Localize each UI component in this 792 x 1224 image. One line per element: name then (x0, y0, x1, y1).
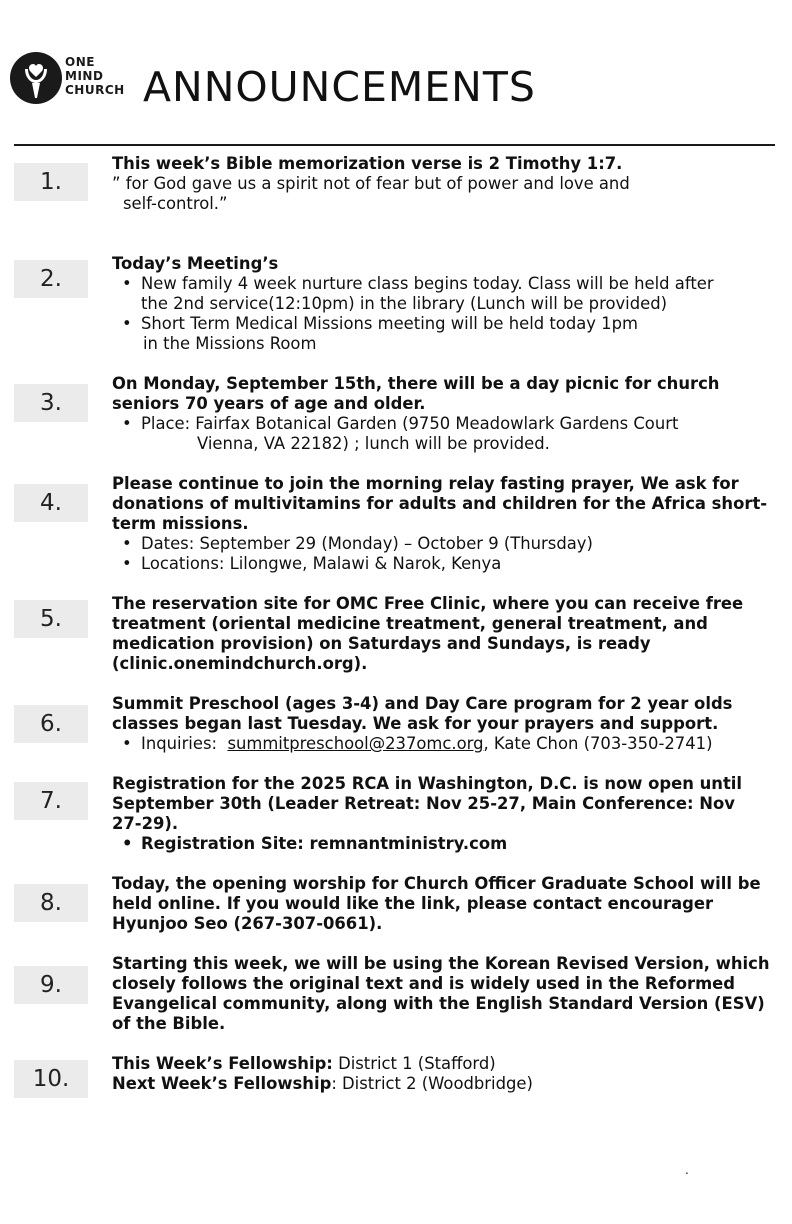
inquiry-label: Inquiries: (141, 734, 218, 753)
verse-text: self-control.” (123, 194, 228, 213)
item-number: 7. (14, 782, 88, 820)
announcement-heading: Evangelical community, along with the English Standard Version (ESV) (112, 994, 765, 1013)
announcement-5 (112, 594, 772, 674)
announcement-heading: This week’s Bible memorization verse is 2 Timothy 1:7. (112, 154, 623, 173)
logo-line: CHURCH (65, 83, 125, 97)
bullet-item: • Locations: Lilongwe, Malawi & Narok, Kenya (112, 554, 772, 574)
bullet-item: • Dates: September 29 (Monday) – October 9 (Thursday) (112, 534, 772, 554)
announcement-heading: treatment (oriental medicine treatment, general treatment, and (112, 614, 708, 633)
fellowship-value: : District 2 (Woodbridge) (331, 1074, 533, 1093)
announcement-10 (112, 1054, 772, 1094)
announcement-heading: On Monday, September 15th, there will be a day picnic for church (112, 374, 720, 393)
registration-site: • Registration Site: remnantministry.com (112, 834, 772, 854)
announcement-heading: Summit Preschool (ages 3-4) and Day Care program for 2 year olds (112, 694, 733, 713)
item-number: 4. (14, 484, 88, 522)
logo-line: ONE (65, 55, 95, 69)
item-number: 1. (14, 163, 88, 201)
bullet-continuation: Vienna, VA 22182) ; lunch will be provided. (197, 434, 550, 453)
announcement-heading: held online. If you would like the link, please contact encourager (112, 894, 714, 913)
inquiry-contact: , Kate Chon (703-350-2741) (483, 734, 713, 753)
announcement-2 (112, 254, 772, 354)
item-number: 5. (14, 600, 88, 638)
announcement-heading: Starting this week, we will be using the Korean Revised Version, which (112, 954, 770, 973)
bullet-continuation: the 2nd service(12:10pm) in the library (Lunch will be provided) (141, 294, 668, 313)
announcement-heading: Registration for the 2025 RCA in Washington, D.C. is now open until (112, 774, 743, 793)
announcement-heading: of the Bible. (112, 1014, 226, 1033)
fellowship-value: District 1 (Stafford) (332, 1054, 496, 1073)
announcement-heading: (clinic.onemindchurch.org). (112, 654, 368, 673)
announcement-heading: 27-29). (112, 814, 179, 833)
announcement-heading: donations of multivitamins for adults and children for the Africa short- (112, 494, 768, 513)
item-number: 10. (14, 1060, 88, 1098)
announcement-heading: closely follows the original text and is widely used in the Reformed (112, 974, 736, 993)
announcement-heading: classes began last Tuesday. We ask for your prayers and support. (112, 714, 719, 733)
bullet-continuation: in the Missions Room (143, 334, 317, 353)
announcement-6 (112, 694, 772, 754)
item-number: 9. (14, 966, 88, 1004)
footer-mark: . (685, 1163, 689, 1177)
header (10, 50, 780, 110)
page-title: ANNOUNCEMENTS (143, 63, 536, 111)
fellowship-label: Next Week’s Fellowship (112, 1074, 332, 1093)
announcement-9 (112, 954, 772, 1034)
logo-line: MIND (65, 69, 104, 83)
announcement-1 (112, 154, 772, 214)
announcement-heading: term missions. (112, 514, 249, 533)
logo-wordmark (65, 55, 125, 97)
fellowship-this-week (112, 1054, 772, 1074)
item-number: 3. (14, 384, 88, 422)
announcement-heading: September 30th (Leader Retreat: Nov 25-27, Main Conference: Nov (112, 794, 735, 813)
bullet-item: • Short Term Medical Missions meeting will be held today 1pm (112, 314, 772, 334)
announcement-heading: medication provision) on Saturdays and Sundays, is ready (112, 634, 651, 653)
heart-person-icon (10, 52, 62, 104)
church-logo (10, 52, 62, 104)
announcement-8 (112, 874, 772, 934)
inquiry-email-link[interactable]: summitpreschool@237omc.org (227, 734, 484, 753)
announcement-3 (112, 374, 772, 454)
bullet-item: • New family 4 week nurture class begins today. Class will be held after (112, 274, 772, 294)
announcement-heading: seniors 70 years of age and older. (112, 394, 426, 413)
item-number: 6. (14, 705, 88, 743)
bullet-item: • Place: Fairfax Botanical Garden (9750 Meadowlark Gardens Court (112, 414, 772, 434)
announcement-4 (112, 474, 772, 574)
announcement-heading: Today, the opening worship for Church Officer Graduate School will be (112, 874, 761, 893)
item-number: 2. (14, 260, 88, 298)
announcement-heading: Today’s Meeting’s (112, 254, 279, 273)
announcement-heading: Hyunjoo Seo (267-307-0661). (112, 914, 383, 933)
header-divider (14, 144, 775, 146)
inquiry-line (112, 734, 772, 754)
announcement-heading: The reservation site for OMC Free Clinic, where you can receive free (112, 594, 744, 613)
verse-text: ” for God gave us a spirit not of fear but of power and love and (112, 174, 630, 193)
announcement-heading: Please continue to join the morning relay fasting prayer, We ask for (112, 474, 739, 493)
fellowship-next-week (112, 1074, 772, 1094)
announcement-7 (112, 774, 772, 854)
item-number: 8. (14, 884, 88, 922)
fellowship-label: This Week’s Fellowship: (112, 1054, 333, 1073)
